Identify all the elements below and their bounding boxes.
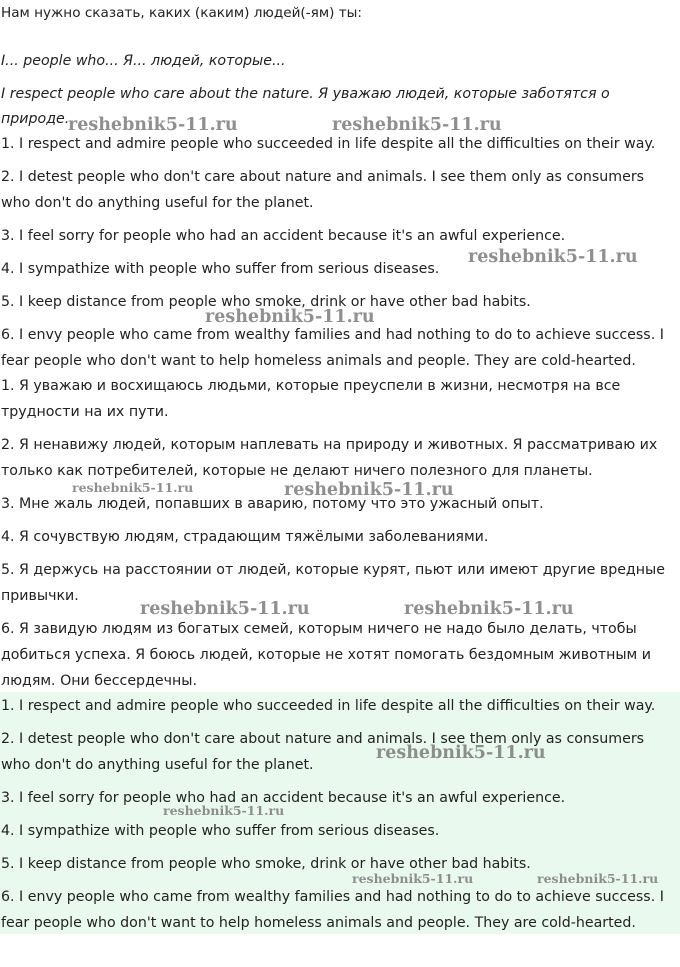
answer-line: who don't do anything useful for the planet.	[1, 757, 314, 773]
example-line-1: I respect people who care about the nature. Я уважаю людей, которые заботятся о	[1, 86, 610, 102]
english-line: 3. I feel sorry for people who had an accident because it's an awful experience.	[1, 228, 566, 244]
answer-line: 2. I detest people who don't care about nature and animals. I see them only as consumers	[1, 731, 645, 747]
answer-line: 6. I envy people who came from wealthy families and had nothing to do to achieve success. I	[1, 889, 664, 905]
russian-line: 2. Я ненавижу людей, которым наплевать на природу и животных. Я рассматриваю их	[1, 437, 658, 453]
watermark: reshebnik5-11.ru	[68, 115, 238, 135]
watermark: reshebnik5-11.ru	[140, 599, 310, 619]
answer-line: fear people who don't want to help homeless animals and people. They are cold-hearted.	[1, 915, 636, 931]
watermark: reshebnik5-11.ru	[404, 599, 574, 619]
watermark: reshebnik5-11.ru	[537, 871, 659, 886]
watermark: reshebnik5-11.ru	[376, 743, 546, 763]
russian-line: 4. Я сочувствую людям, страдающим тяжёлыми заболеваниями.	[1, 529, 489, 545]
english-line: 1. I respect and admire people who succeeded in life despite all the difficulties on their way.	[1, 136, 656, 152]
english-line: fear people who don't want to help homeless animals and people. They are cold-hearted.	[1, 353, 636, 369]
russian-line: 5. Я держусь на расстоянии от людей, которые курят, пьют или имеют другие вредные	[1, 562, 665, 578]
watermark: reshebnik5-11.ru	[72, 480, 194, 495]
russian-line: 3. Мне жаль людей, попавших в аварию, потому что это ужасный опыт.	[1, 496, 544, 512]
russian-line: 6. Я завидую людям из богатых семей, которым ничего не надо было делать, чтобы	[1, 621, 637, 637]
pattern-line: I... people who... Я... людей, которые...	[1, 53, 286, 69]
answer-line: 3. I feel sorry for people who had an accident because it's an awful experience.	[1, 790, 566, 806]
english-line: 6. I envy people who came from wealthy families and had nothing to do to achieve success. I	[1, 327, 664, 343]
russian-line: добиться успеха. Я боюсь людей, которые не хотят помогать бездомным животным и	[1, 647, 651, 663]
english-line: 5. I keep distance from people who smoke, drink or have other bad habits.	[1, 294, 531, 310]
russian-line: привычки.	[1, 588, 79, 604]
english-line: 4. I sympathize with people who suffer from serious diseases.	[1, 261, 440, 277]
english-line: 2. I detest people who don't care about nature and animals. I see them only as consumers	[1, 169, 645, 185]
watermark: reshebnik5-11.ru	[468, 247, 638, 267]
answer-line: 4. I sympathize with people who suffer from serious diseases.	[1, 823, 440, 839]
russian-line: 1. Я уважаю и восхищаюсь людьми, которые преуспели в жизни, несмотря на все	[1, 378, 621, 394]
watermark: reshebnik5-11.ru	[332, 115, 502, 135]
russian-line: трудности на их пути.	[1, 404, 169, 420]
example-line-2: природе.	[1, 111, 70, 127]
answer-line: 1. I respect and admire people who succeeded in life despite all the difficulties on their way.	[1, 698, 656, 714]
watermark: reshebnik5-11.ru	[205, 307, 375, 327]
intro-text: Нам нужно сказать, каких (каким) людей(-ям) ты:	[1, 5, 362, 21]
watermark: reshebnik5-11.ru	[163, 803, 285, 818]
watermark: reshebnik5-11.ru	[352, 871, 474, 886]
english-line: who don't do anything useful for the planet.	[1, 195, 314, 211]
russian-line: только как потребителей, которые не делают ничего полезного для планеты.	[1, 463, 593, 479]
russian-line: людям. Они бессердечны.	[1, 673, 197, 689]
answer-line: 5. I keep distance from people who smoke, drink or have other bad habits.	[1, 856, 531, 872]
watermark: reshebnik5-11.ru	[284, 480, 454, 500]
